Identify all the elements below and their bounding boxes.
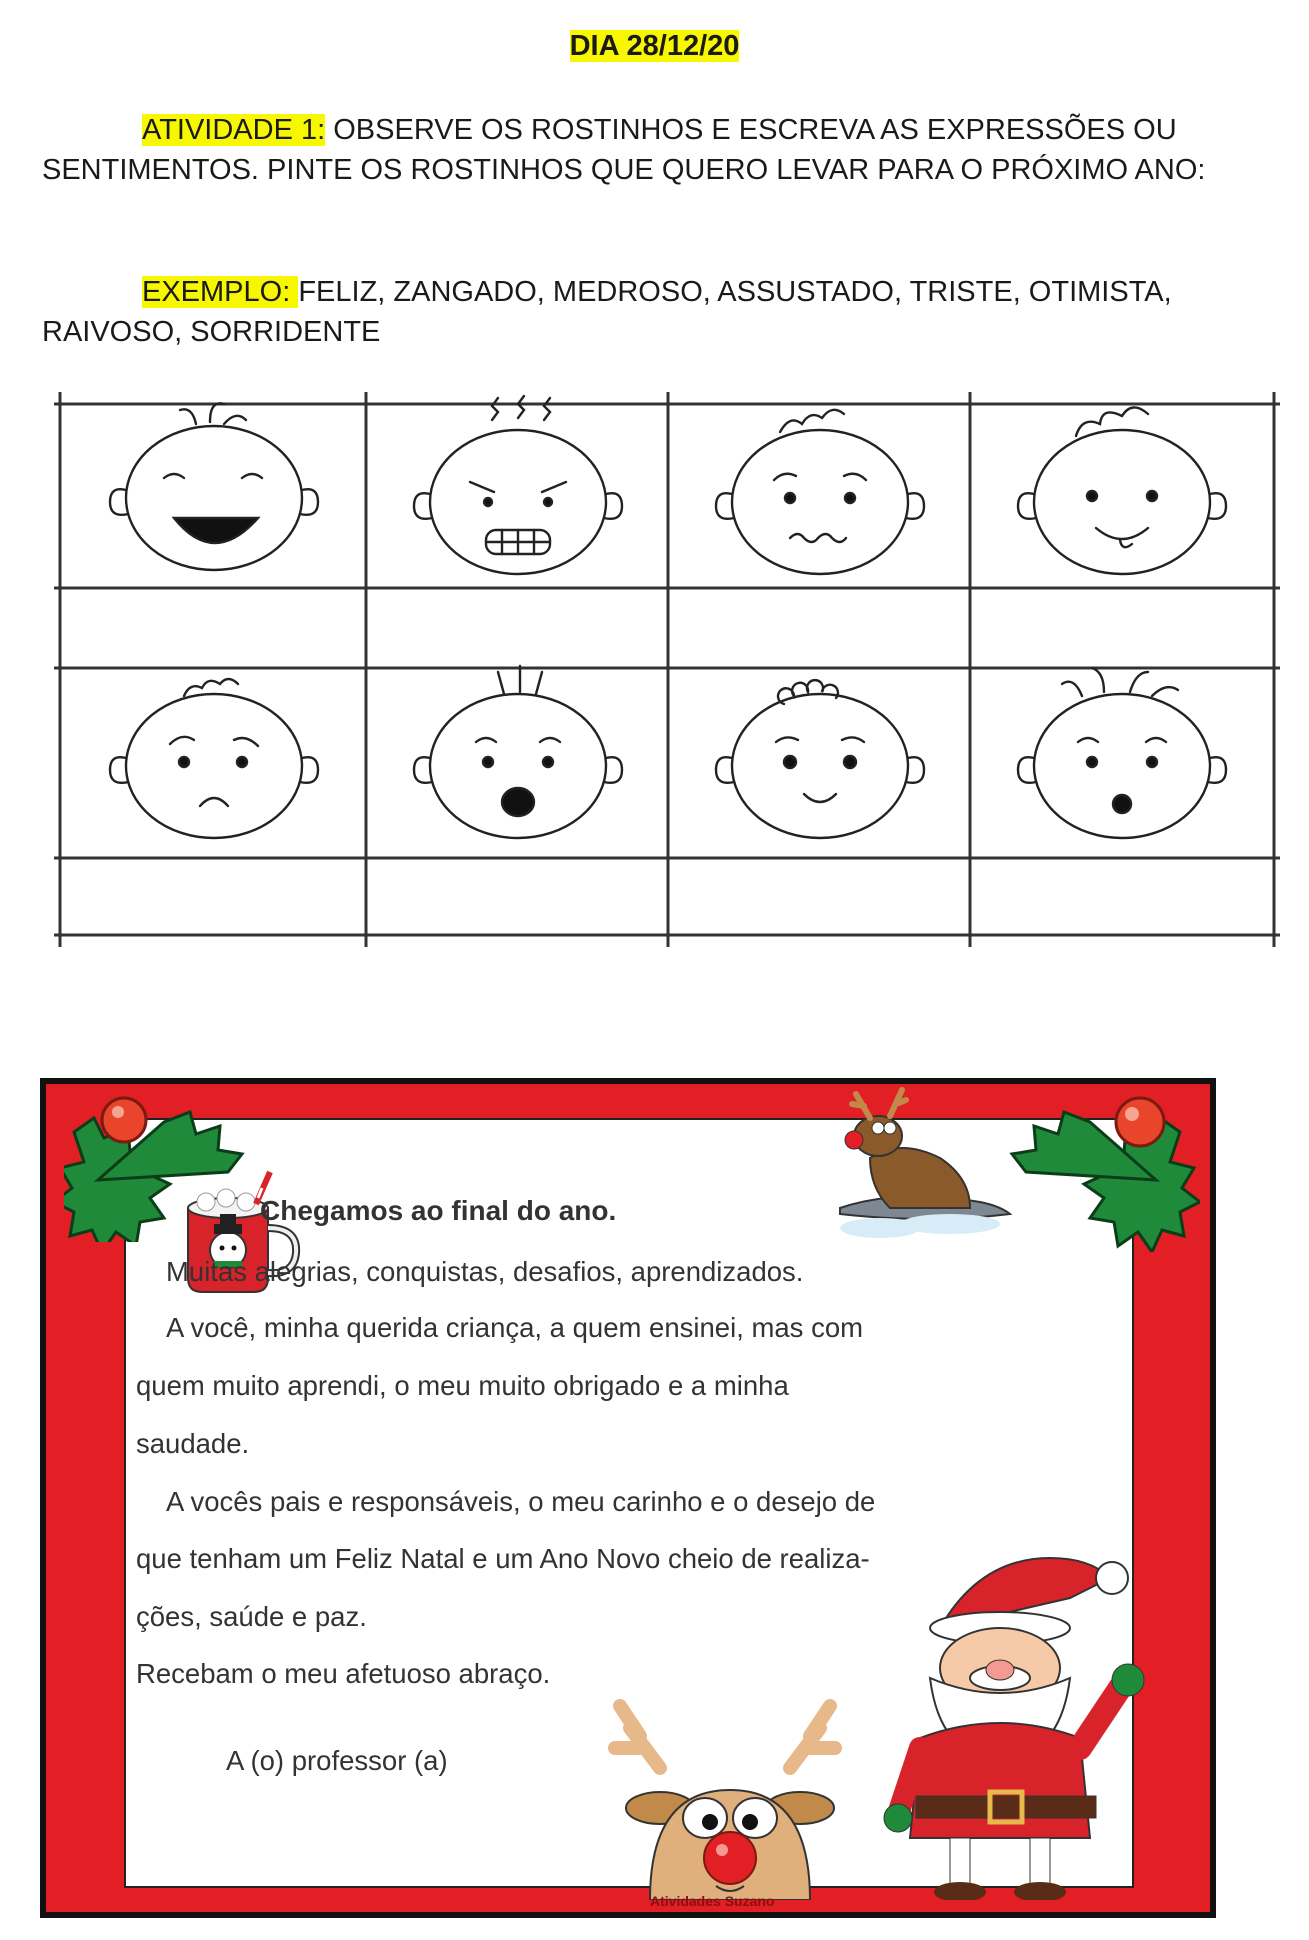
letter-signature: A (o) professor (a) [226, 1745, 448, 1776]
reindeer-sled-icon [820, 1078, 1070, 1248]
worried-face [716, 410, 924, 574]
letter-line: Recebam o meu afetuoso abraço. [136, 1658, 551, 1689]
letter-line: quem muito aprendi, o meu muito obrigado e a minha [136, 1370, 789, 1401]
card-footer-credit: Atividades Suzano [650, 1893, 775, 1909]
activity-label: ATIVIDADE 1: [142, 114, 326, 146]
letter-line: Muitas alegrias, conquistas, desafios, aprendizados. [166, 1256, 804, 1287]
date-heading: DIA 28/12/20 [569, 30, 740, 62]
activity-text: OBSERVE OS ROSTINHOS E ESCREVA AS EXPRESSÕES OU SENTIMENTOS. PINTE OS ROSTINHOS QUE QUERO LEVAR PARA O PRÓXIMO ANO: [42, 114, 1206, 186]
example-paragraph [42, 272, 1282, 352]
angry-face [414, 396, 622, 574]
surprised-face [1018, 668, 1226, 838]
letter-title: Chegamos ao final do ano. [260, 1195, 617, 1226]
smiling-face [716, 680, 924, 838]
faces-table [54, 392, 1280, 947]
laughing-face [110, 403, 318, 570]
example-label: EXEMPLO: [142, 276, 299, 308]
activity-instruction [42, 110, 1282, 190]
christmas-card [40, 1078, 1216, 1918]
letter-line: ções, saúde e paz. [136, 1601, 367, 1632]
santa-claus-icon [880, 1548, 1180, 1900]
example-text: FELIZ, ZANGADO, MEDROSO, ASSUSTADO, TRISTE, OTIMISTA, RAIVOSO, SORRIDENTE [42, 276, 1172, 348]
letter-line: que tenham um Feliz Natal e um Ano Novo cheio de realiza- [136, 1543, 870, 1574]
reindeer-face-icon [600, 1678, 860, 1900]
silly-face [1018, 407, 1226, 574]
shocked-face [414, 666, 622, 838]
letter-line: saudade. [136, 1428, 250, 1459]
letter-line: A você, minha querida criança, a quem ensinei, mas com [166, 1312, 864, 1343]
letter-line: A vocês pais e responsáveis, o meu carinho e o desejo de [166, 1486, 876, 1517]
sad-face [110, 679, 318, 838]
